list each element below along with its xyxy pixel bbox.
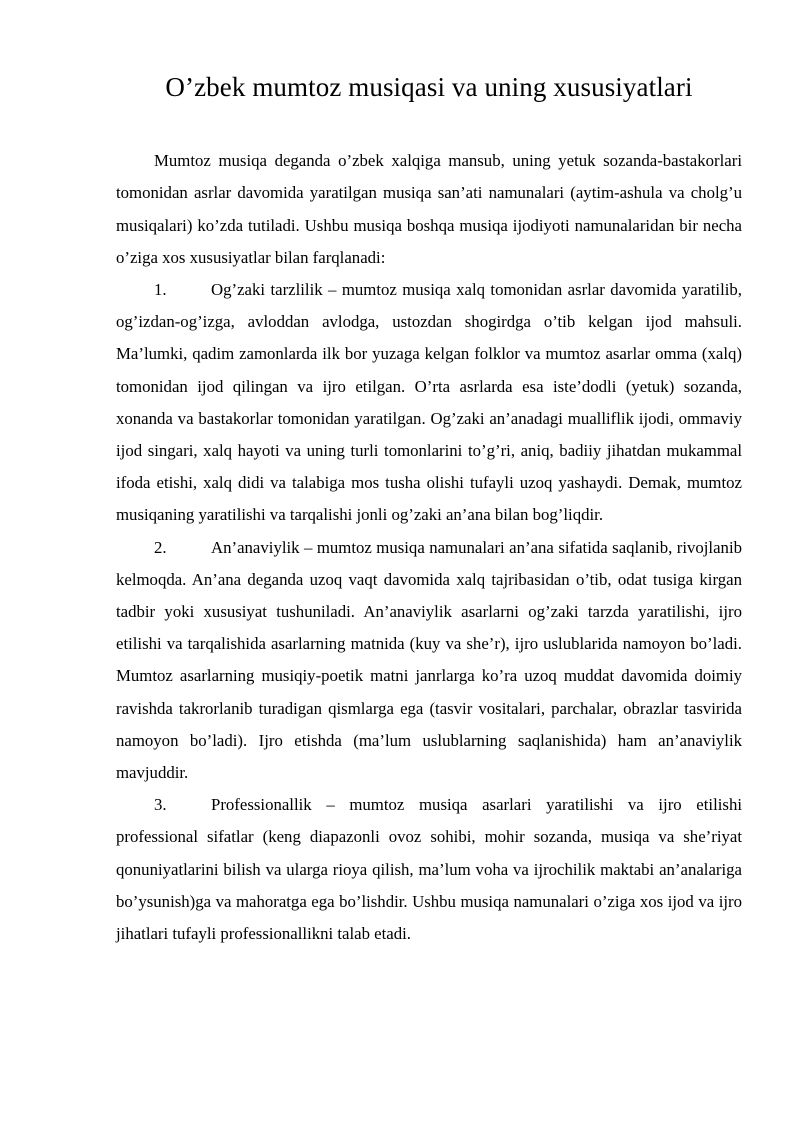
list-item-2: [116, 532, 742, 790]
list-number: 2.: [154, 537, 167, 557]
list-item-text: Og’zaki tarzlilik – mumtoz musiqa xalq tomonidan asrlar davomida yaratilib, og’izdan-og’izga, avloddan avlodga, ustozdan shogirdga o’tib kelgan ijod mahsuli. Ma’lumki, qadim zamonlarda ilk bor yuzaga kelgan folklor va mumtoz asarlar omma (xalq) tomonidan ijod qilingan va ijro etilgan. O’rta asrlarda esa iste’dodli (yetuk) sozanda, xonanda va bastakorlar tomonidan yaratilgan. Og’zaki an’anadagi mualliflik ijodi, ommaviy ijod singari, xalq hayoti va uning turli tomonlarini to’g’ri, aniq, badiiy jihatdan mukammal ifoda etishi, xalq didi va talabiga mos tusha olishi tufayli uzoq yashaydi. Demak, mumtoz musiqaning yaratilishi va tarqalishi jonli og’zaki an’ana bilan bog’liqdir.: [116, 279, 742, 525]
list-item-3: [116, 789, 742, 950]
document-title: O’zbek mumtoz musiqasi va uning xususiyatlari: [165, 72, 693, 102]
intro-paragraph: Mumtoz musiqa deganda o’zbek xalqiga mansub, uning yetuk sozanda-bastakorlari tomonidan asrlar davomida yaratilgan musiqa san’ati namunalari (aytim-ashula va cholg’u musiqalari) ko’zda tutiladi. Ushbu musiqa boshqa musiqa ijodiyoti namunalaridan bir necha o’ziga xos xususiyatlar bilan farqlanadi:: [116, 151, 742, 267]
list-number: 1.: [154, 279, 167, 299]
list-number: 3.: [154, 795, 167, 815]
list-item-1: [116, 274, 742, 532]
document-page: [116, 70, 742, 950]
list-item-text: An’anaviylik – mumtoz musiqa namunalari an’ana sifatida saqlanib, rivojlanib kelmoqda. An’ana deganda uzoq vaqt davomida xalq tajribasidan o’tib, odat tusiga kirgan tadbir yoki xususiyat tushuniladi. An’anaviylik asarlarni og’zaki tarzda yaratilishi, ijro etilishi va tarqalishida asarlarning matnida (kuy va she’r), ijro uslublarida namoyon bo’ladi. Mumtoz asarlarning musiqiy-poetik matni janrlarga ko’ra uzoq muddat davomida doimiy ravishda takrorlanib turadigan qismlarga ega (tasvir vositalari, parchalar, obrazlar tasvirida namoyon bo’ladi). Ijro etishda (ma’lum uslublarning saqlanishida) ham an’anaviylik mavjuddir.: [116, 537, 742, 782]
list-item-text: Professionallik – mumtoz musiqa asarlari yaratilishi va ijro etilishi professional sifatlar (keng diapazonli ovoz sohibi, mohir sozanda, musiqa va she’riyat qonuniyatlarini bilish va ularga rioya qilish, ma’lum voha va ijrochilik maktabi an’analariga bo’ysunish)ga va mahoratga ega bo’lishdir. Ushbu musiqa namunalari o’ziga xos ijod va ijro jihatlari tufayli professionallikni talab etadi.: [116, 795, 742, 943]
